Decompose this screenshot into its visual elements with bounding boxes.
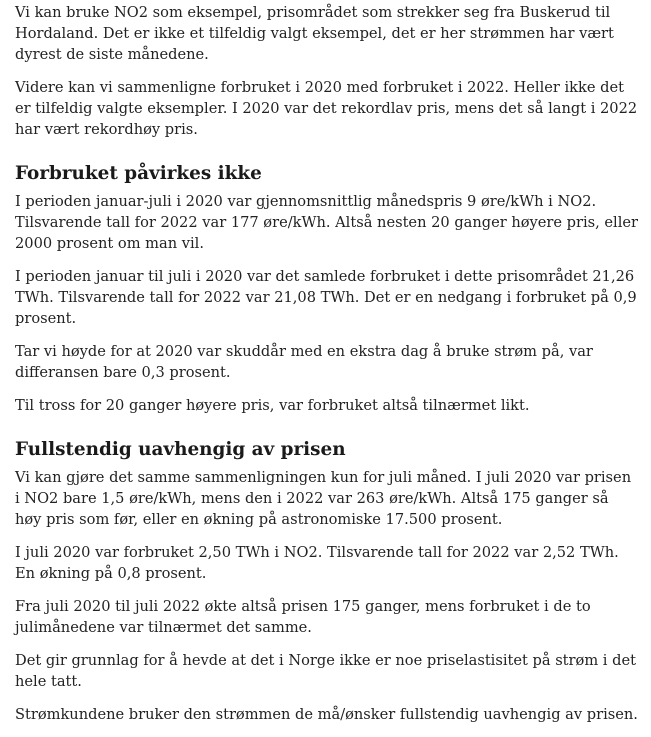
paragraph-section2-1: Vi kan gjøre det samme sammenligningen kun for juli måned. I juli 2020 var prisen i NO2 bare 1,5 øre/kWh, mens den i 2022 var 263 øre/kWh. Altså 175 ganger så høy pris som før, eller en økning på astronomiske 17.500 prosent. <box>15 469 632 528</box>
paragraph-section2-2: I juli 2020 var forbruket 2,50 TWh i NO2. Tilsvarende tall for 2022 var 2,52 TWh. En økning på 0,8 prosent. <box>15 544 619 582</box>
paragraph-intro-2: Videre kan vi sammenligne forbruket i 2020 med forbruket i 2022. Heller ikke det er tilfeldig valgte eksempler. I 2020 var det rekordlav pris, mens det så langt i 2022 har vært rekordhøy pris. <box>15 79 638 138</box>
paragraph-section1-2: I perioden januar til juli i 2020 var det samlede forbruket i dette prisområdet 21,26 TWh. Tilsvarende tall for 2022 var 21,08 TWh. Det er en nedgang i forbruket på 0,9 prosent. <box>15 268 637 327</box>
section-heading-fullstendig: Fullstendig uavhengig av prisen <box>15 439 346 460</box>
paragraph-section1-4: Til tross for 20 ganger høyere pris, var forbruket altså tilnærmet likt. <box>15 397 530 414</box>
paragraph-section1-3: Tar vi høyde for at 2020 var skuddår med en ekstra dag å bruke strøm på, var differansen bare 0,3 prosent. <box>15 343 593 381</box>
article-body <box>15 2 639 737</box>
paragraph-section1-1: I perioden januar-juli i 2020 var gjennomsnittlig månedspris 9 øre/kWh i NO2. Tilsvarende tall for 2022 var 177 øre/kWh. Altså nesten 20 ganger høyere pris, eller 2000 prosent om man vil. <box>15 193 639 252</box>
paragraph-section2-5: Strømkundene bruker den strømmen de må/ønsker fullstendig uavhengig av prisen. <box>15 706 638 723</box>
paragraph-section2-3: Fra juli 2020 til juli 2022 økte altså prisen 175 ganger, mens forbruket i de to julimånedene var tilnærmet det samme. <box>15 598 591 636</box>
paragraph-section2-4: Det gir grunnlag for å hevde at det i Norge ikke er noe priselastisitet på strøm i det hele tatt. <box>15 652 636 690</box>
section-heading-forbruket: Forbruket påvirkes ikke <box>15 163 262 184</box>
paragraph-intro-1: Vi kan bruke NO2 som eksempel, prisområdet som strekker seg fra Buskerud til Hordaland. Det er ikke et tilfeldig valgt eksempel, det er her strømmen har vært dyrest de siste månedene. <box>15 4 614 63</box>
